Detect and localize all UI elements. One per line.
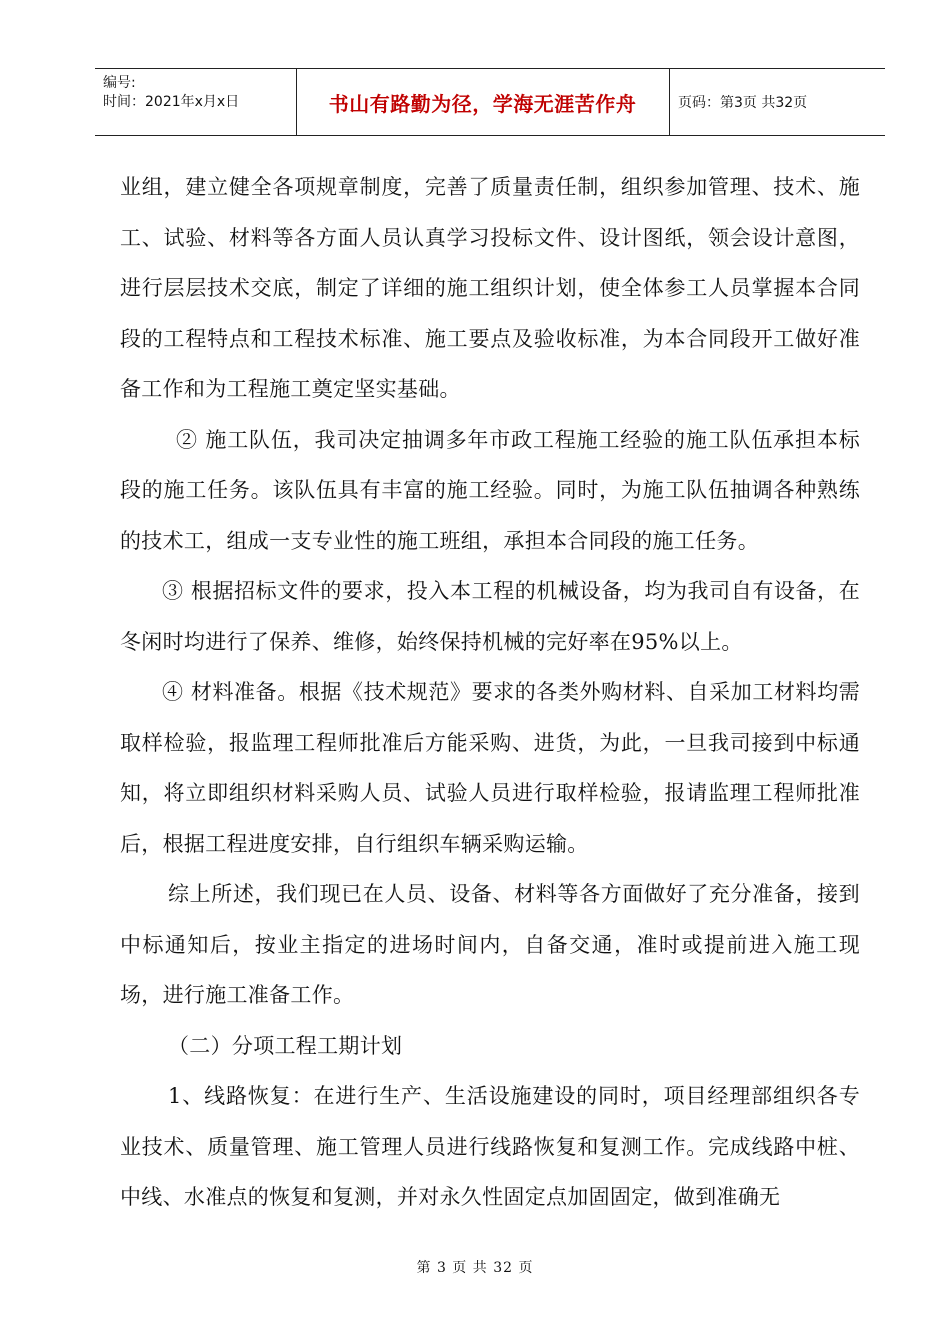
document-body bbox=[120, 162, 860, 1223]
section-heading: （二）分项工程工期计划 bbox=[168, 1033, 403, 1058]
paragraph-6: 1、线路恢复：在进行生产、生活设施建设的同时，项目经理部组织各专业技术、质量管理、施工管理人员进行线路恢复和复测工作。完成线路中桩、中线、水准点的恢复和复测，并对永久性固定点加固固定，做到准确无 bbox=[120, 1084, 860, 1209]
paragraph-4: ④ 材料准备。根据《技术规范》要求的各类外购材料、自采加工材料均需取样检验，报监理工程师批准后方能采购、进货，为此，一旦我司接到中标通知，将立即组织材料采购人员、试验人员进行取样检验，报请监理工程师批准后，根据工程进度安排，自行组织车辆采购运输。 bbox=[120, 680, 860, 856]
time-label: 时间：2021年x月x日 bbox=[103, 94, 240, 110]
paragraph-5: 综上所述，我们现已在人员、设备、材料等各方面做好了充分准备，接到中标通知后，按业主指定的进场时间内，自备交通，准时或提前进入施工现场，进行施工准备工作。 bbox=[120, 882, 860, 1007]
header-motto: 书山有路勤为径，学海无涯苦作舟 bbox=[328, 91, 637, 116]
header-divider-right bbox=[669, 68, 670, 136]
paragraph-2: ② 施工队伍，我司决定抽调多年市政工程施工经验的施工队伍承担本标段的施工任务。该队伍具有丰富的施工经验。同时，为施工队伍抽调各种熟练的技术工，组成一支专业性的施工班组，承担本合同段的施工任务。 bbox=[120, 427, 860, 553]
serial-label: 编号: bbox=[103, 75, 136, 91]
page-header bbox=[95, 68, 885, 136]
header-page-info: 页码：第3页 共32页 bbox=[678, 95, 808, 111]
paragraph-3: ③ 根据招标文件的要求，投入本工程的机械设备，均为我司自有设备，在冬闲时均进行了保养、维修，始终保持机械的完好率在95%以上。 bbox=[120, 579, 860, 654]
paragraph-1: 业组，建立健全各项规章制度，完善了质量责任制，组织参加管理、技术、施工、试验、材料等各方面人员认真学习投标文件、设计图纸，领会设计意图，进行层层技术交底，制定了详细的施工组织计划，使全体参工人员掌握本合同段的工程特点和工程技术标准、施工要点及验收标准，为本合同段开工做好准备工作和为工程施工奠定坚实基础。 bbox=[120, 175, 860, 401]
page-footer: 第 3 页 共 32 页 bbox=[416, 1260, 534, 1276]
header-meta bbox=[103, 74, 293, 112]
